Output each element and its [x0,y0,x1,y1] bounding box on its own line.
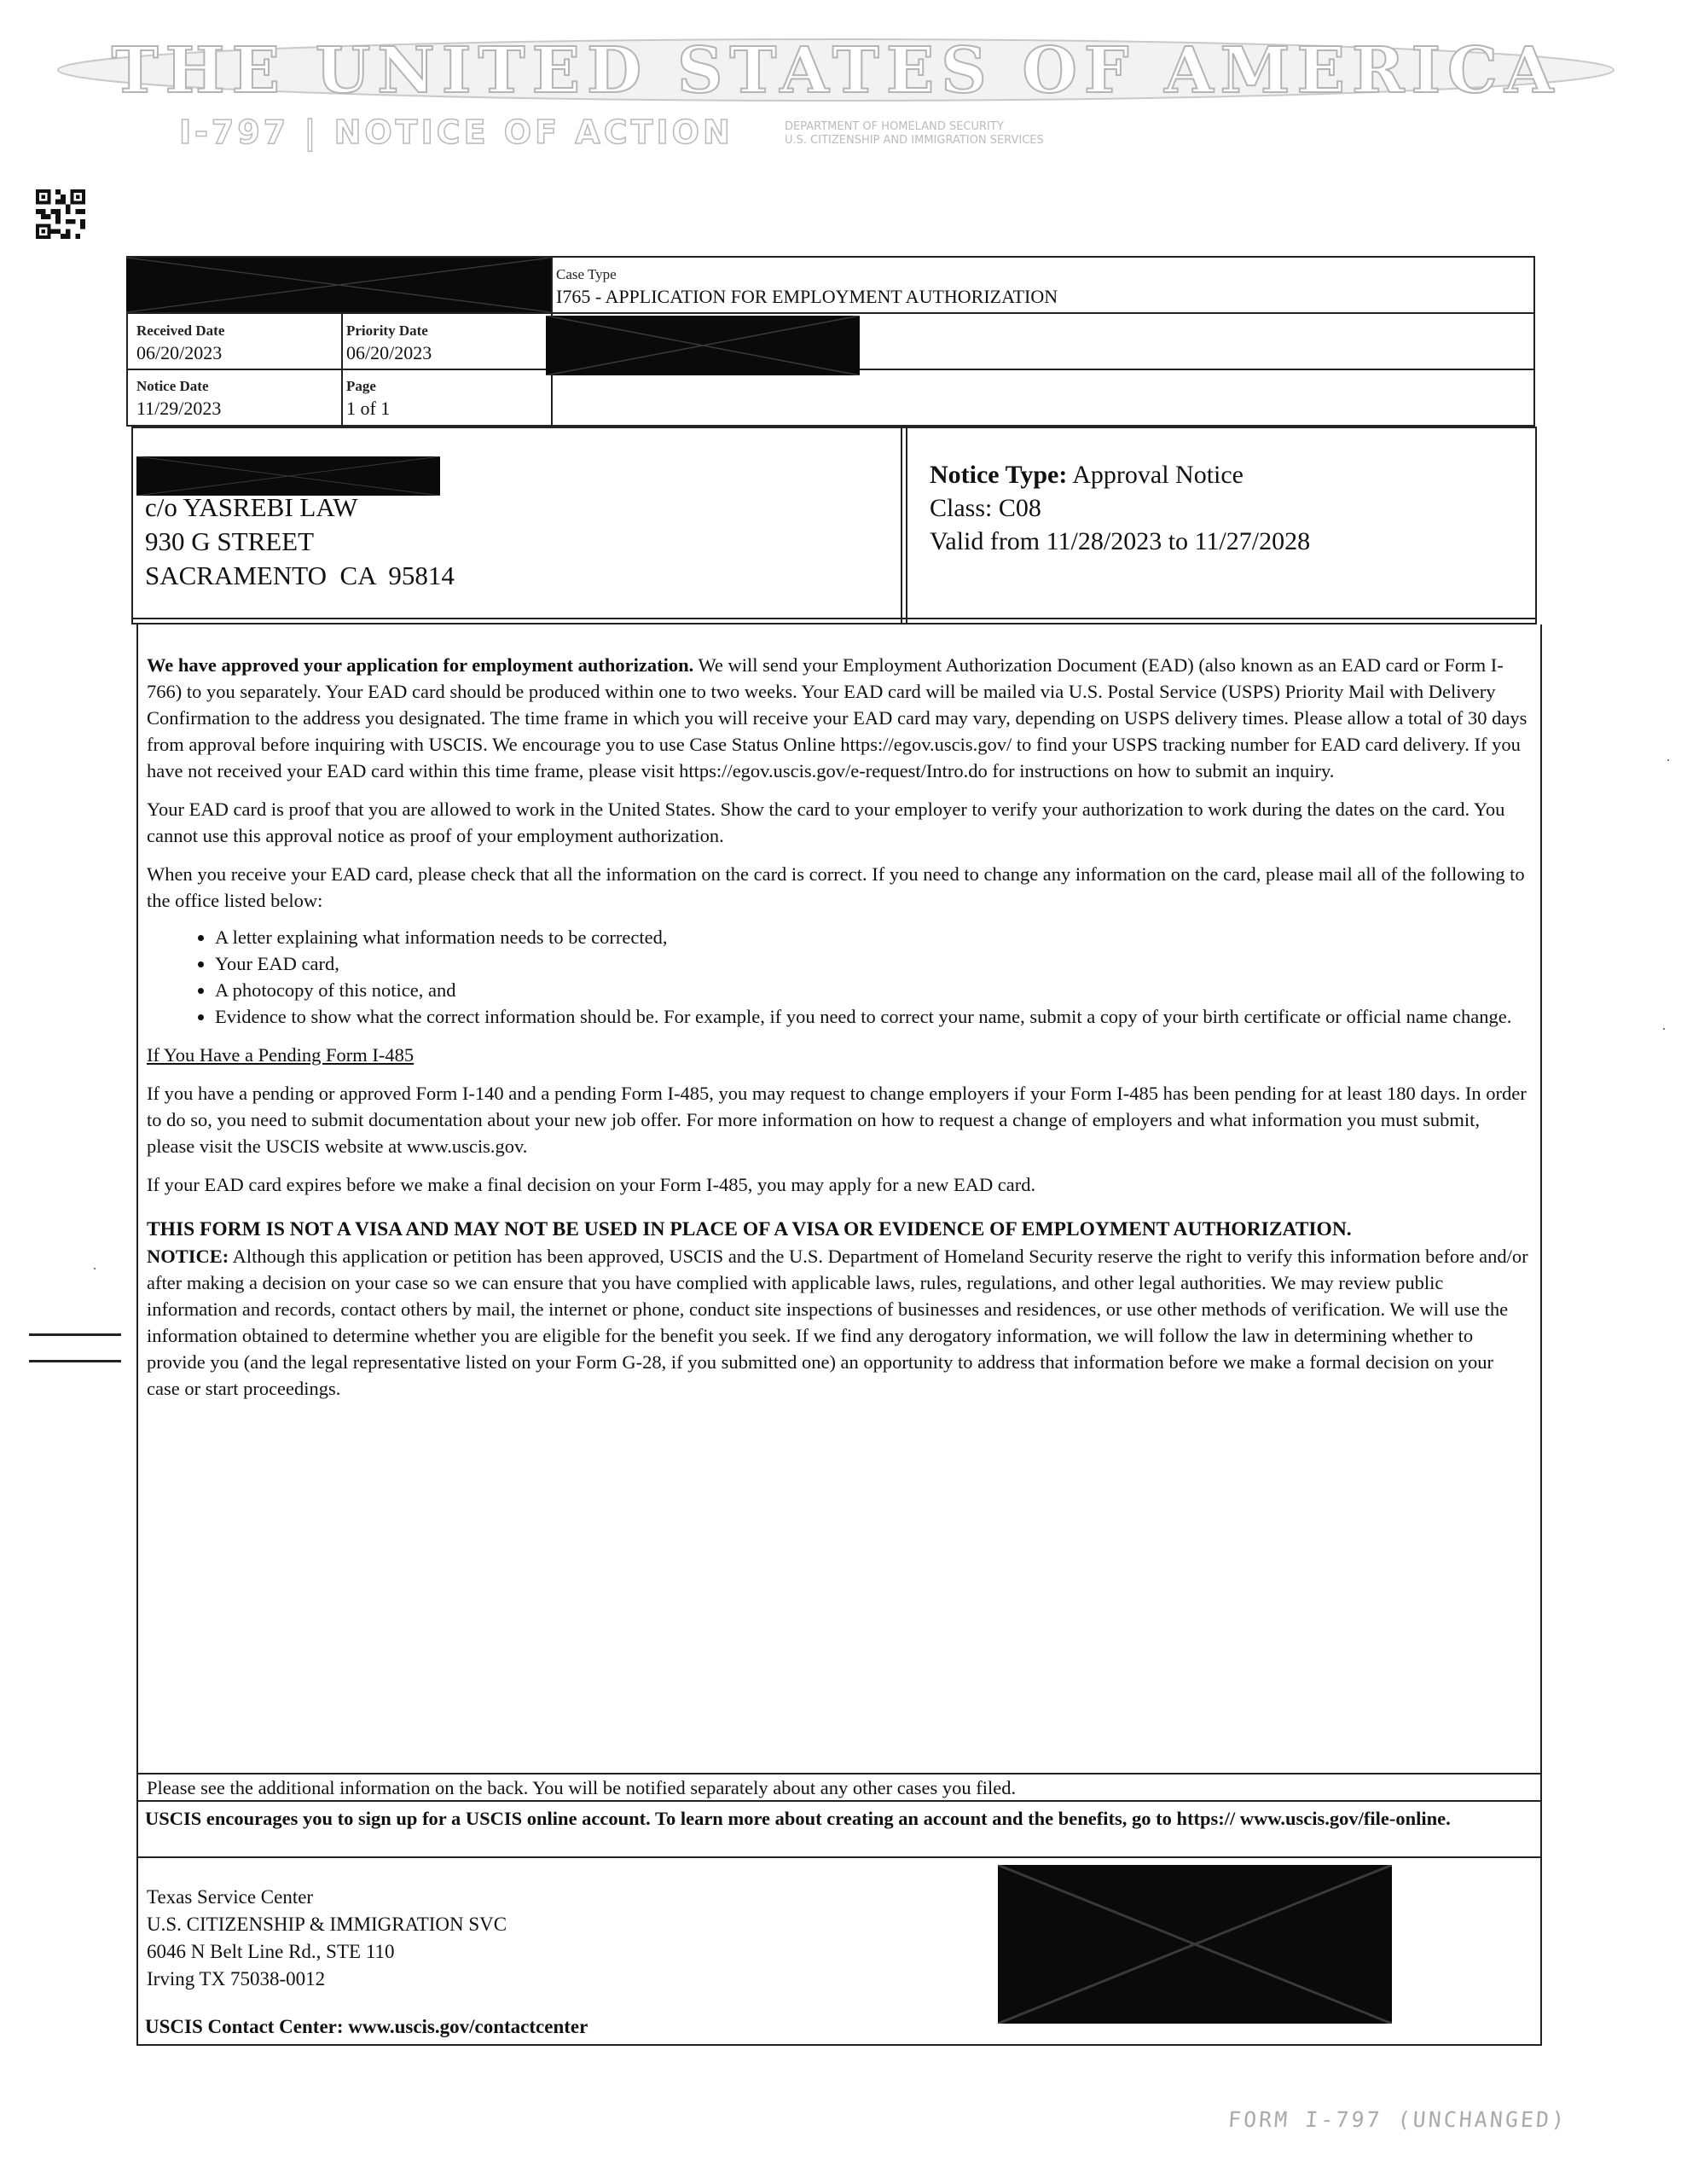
notice-lead: NOTICE: [147,1246,229,1267]
header-banner [51,34,1620,154]
mailing-address [145,491,455,593]
approval-text: We will send your Employment Authorization Document (EAD) (also known as an EAD card or Form I-766) to you separately. Your EAD card should be produced within one to two weeks. Your EAD card will be mailed via U.S. Postal Service (USPS) Priority Mail with Delivery Confirmation to the address you designated. The time frame in which you will receive your EAD card may vary, depending on USPS delivery times. Please allow a total of 30 days from approval before inquiring with USCIS. We encourage you to use Case Status Online https://egov.uscis.gov/ to find your USPS tracking number for EAD card delivery. If you have not received your EAD card within this time frame, please visit https://egov.uscis.gov/e-request/Intro.do for instructions on how to submit an inquiry. [147,654,1528,781]
address-line-1: c/o YASREBI LAW [145,492,358,522]
contact-center: USCIS Contact Center: www.uscis.gov/contactcenter [145,2016,588,2037]
office-line-4: Irving TX 75038-0012 [147,1968,326,1989]
received-date-label: Received Date [136,322,225,339]
divider [126,312,1535,314]
notice-type-label: Notice Type: [930,461,1068,489]
office-line-3: 6046 N Belt Line Rd., STE 110 [147,1941,395,1962]
divider [901,427,902,624]
address-line-3: SACRAMENTO CA 95814 [145,561,455,590]
redaction-box [126,258,551,312]
paragraph-notice [147,1243,1528,1402]
approval-lead: We have approved your application for employment authorization. [147,654,694,676]
paragraph-i485: If you have a pending or approved Form I-140 and a pending Form I-485, you may request to change employers if your Form I-485 has been pending for at least 180 days. In order to do so, you need to submit documentation about your new job offer. For more information on how to request a change of employers and what information you must submit, please visit the USCIS website at www.uscis.gov. [147,1083,1527,1157]
header-banner-art [51,34,1620,154]
back-note: Please see the additional information on the back. You will be notified separately about any other cases you filed. [147,1777,1017,1798]
address-line-2: 930 G STREET [145,526,315,556]
list-item: • Your EAD card, [215,950,1528,977]
notice-date-value: 11/29/2023 [136,398,222,419]
office-line-2: U.S. CITIZENSHIP & IMMIGRATION SVC [147,1914,507,1935]
notice-body [147,652,1528,1414]
margin-mark [29,1333,121,1336]
divider [136,1856,1542,1858]
visa-warning: THIS FORM IS NOT A VISA AND MAY NOT BE USED IN PLACE OF A VISA OR EVIDENCE OF EMPLOYMENT AUTHORIZATION. [147,1218,1352,1240]
agency-line-1: DEPARTMENT OF HOMELAND SECURITY [785,120,1004,133]
priority-date-label: Priority Date [346,322,428,339]
page-label: Page [346,378,376,394]
paragraph-approval [147,652,1528,784]
body-border-right [1540,624,1542,1776]
redaction-box [998,1865,1392,2024]
office-line-1: Texas Service Center [147,1886,314,1908]
class-value: Class: C08 [930,494,1041,522]
form-title: I-797 | NOTICE OF ACTION [179,113,733,151]
online-account-note: USCIS encourages you to sign up for a USCIS online account. To learn more about creating an account and the benefits, go to https:// www.uscis.gov/file-online. [145,1808,1451,1829]
divider [131,618,1537,619]
notice-type-value: Approval Notice [1072,461,1244,489]
list-item: • A letter explaining what information needs to be corrected, [215,924,1528,950]
notice-text: Although this application or petition has been approved, USCIS and the U.S. Department of Homeland Security reserve the right to verify this information before and/or after making a decision on your case so we can ensure that you have complied with applicable laws, rules, regulations, and other legal authorities. We may review public information and records, contact others by mail, the internet or phone, conduct site inspections of businesses and residences, or use other methods of verification. We will use the information obtained to determine whether you are eligible for the benefit you seek. If we find any derogatory information, we will follow the law in determining whether to provide you (and the legal representative listed on your Form G-28, if you submitted one) an opportunity to address that information before we make a formal decision on your case or start proceedings. [147,1246,1528,1399]
notice-date-label: Notice Date [136,378,209,394]
body-border-left [136,624,138,1776]
page-value: 1 of 1 [346,398,391,419]
form-number: FORM I-797 (UNCHANGED) [1226,2107,1568,2132]
agency-line-2: U.S. CITIZENSHIP AND IMMIGRATION SERVICES [785,134,1044,147]
divider [341,312,343,427]
corrections-list [147,924,1528,1030]
list-item: • A photocopy of this notice, and [215,977,1528,1003]
barcode [34,189,87,239]
notice-type-block [930,458,1310,558]
paragraph-proof: Your EAD card is proof that you are allowed to work in the United States. Show the card to your employer to verify your authorization to work during the dates on the card. You cannot use this approval notice as proof of your employment authorization. [147,799,1505,846]
validity-period: Valid from 11/28/2023 to 11/27/2028 [930,527,1311,555]
service-center-address [147,1884,507,1993]
list-item: • Evidence to show what the correct information should be. For example, if you need to correct your name, submit a copy of your birth certificate or official name change. [215,1003,1528,1030]
paragraph-ead-expiry: If your EAD card expires before we make a final decision on your Form I-485, you may apply for a new EAD card. [147,1174,1036,1195]
case-type-value: I765 - APPLICATION FOR EMPLOYMENT AUTHORIZATION [556,286,1058,307]
scan-speck [1667,759,1669,761]
received-date-value: 06/20/2023 [136,342,223,363]
margin-mark [29,1360,121,1362]
scan-speck [94,1268,96,1269]
scan-speck [1663,1028,1665,1030]
section-heading: If You Have a Pending Form I-485 [147,1044,415,1066]
paragraph-corrections: When you receive your EAD card, please check that all the information on the card is correct. If you need to change any information on the card, please mail all of the following to the office listed below: [147,863,1525,911]
case-type-label: Case Type [556,266,617,282]
priority-date-value: 06/20/2023 [346,342,432,363]
divider [906,427,907,624]
banner-title: THE UNITED STATES OF AMERICA [111,34,1561,107]
redaction-box [546,316,860,375]
divider [136,1800,1542,1802]
